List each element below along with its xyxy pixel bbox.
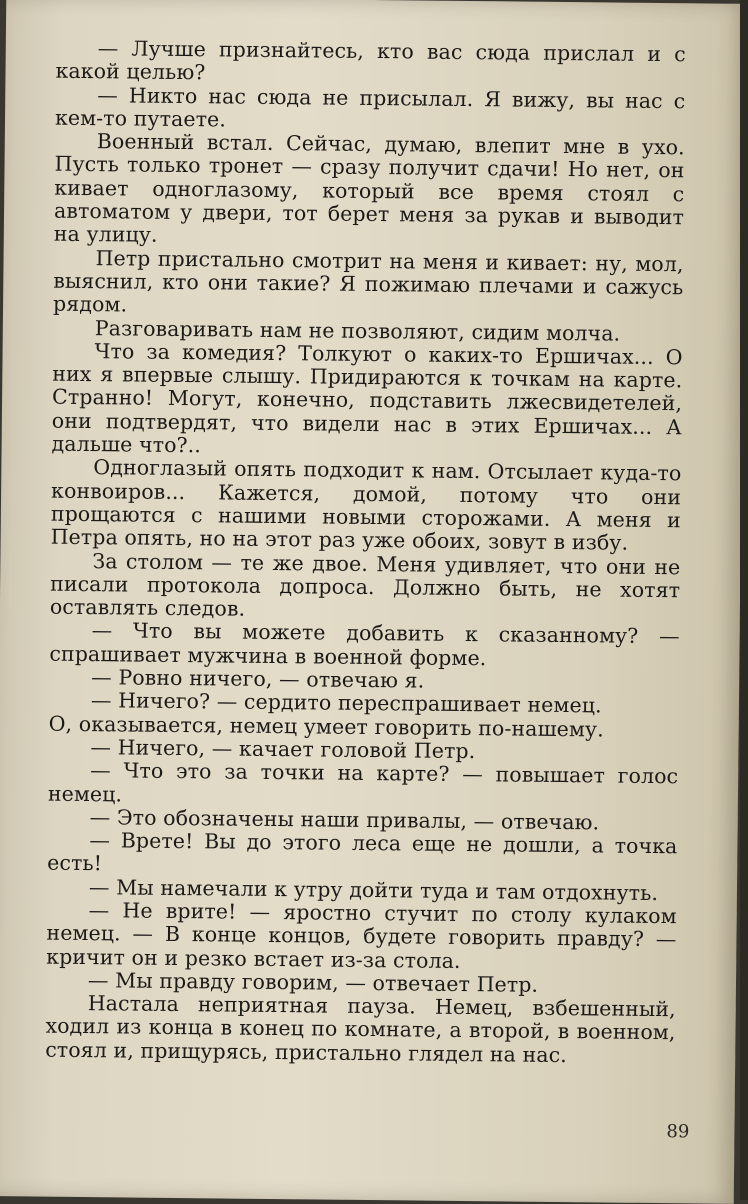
paragraph-17: — Мы намечали к утру дойти туда и там отдохнуть.: [88, 874, 659, 905]
paragraph-12: О, оказывается, немец умеет говорить по-нашему.: [48, 711, 604, 742]
paragraph-3: Военный встал. Сейчас, думаю, влепит мне в ухо. Пусть только тронет — сразу получит сдачи! Но нет, он кивает одноглазому, который все время стоял с автоматом у двери, тот берет меня за рукав и выводит на улицу.: [53, 129, 685, 248]
paragraph-5: Разговаривать нам не позволяют, сидим молча.: [94, 315, 621, 346]
paragraph-6: Что за комедия? Толкуют о каких-то Ершичах... О них я впервые слышу. Придираются к точкам на карте. Странно! Могут, конечно, подставить лжесвидетелей, они подтвердят, что видели нас в этих Ершичах... А дальше что?..: [51, 338, 683, 458]
paragraph-20: Настала неприятная пауза. Немец, взбешенный, ходил из конца в конец по комнате, а второй, в военном, стоял и, прищурясь, пристально глядел на нас.: [45, 991, 676, 1067]
paragraph-10: — Ровно ничего, — отвечаю я.: [91, 665, 425, 693]
paragraph-16: — Врете! Вы до этого леса еще не дошли, а точка есть!: [47, 828, 678, 876]
paragraph-8: За столом — те же двое. Меня удивляет, что они не писали протокола допроса. Должно быть, не хотят оставлять следов.: [49, 548, 681, 621]
paragraph-2: — Никто нас сюда не присылал. Я вижу, вы нас с кем-то путаете.: [54, 82, 686, 132]
paragraph-11: — Ничего? — сердито переспрашивает немец.: [90, 688, 602, 718]
paragraph-14: — Что это за точки на карте? — повышает голос немец.: [47, 758, 679, 806]
paragraph-4: Петр пристально смотрит на меня и кивает: ну, мол, выяснил, кто они такие? Я пожимаю плечами и сажусь рядом.: [52, 245, 684, 317]
paragraph-1: — Лучше признайтесь, кто вас сюда прислал и с какой целью?: [55, 36, 686, 85]
paragraph-13: — Ничего, — качает головой Петр.: [90, 734, 476, 764]
paragraph-9: — Что вы можете добавить к сказанному? — спрашивает мужчина в военной форме.: [49, 618, 680, 670]
paragraph-18: — Не врите! — яростно стучит по столу кулаком немец. — В конце концов, будете говорить правду? — кричит он и резко встает из-за стола.: [46, 898, 677, 973]
paragraph-19: — Мы правду говорим, — отвечает Петр.: [87, 967, 539, 997]
paragraph-15: — Это обозначены наши привалы, — отвечаю.: [89, 804, 600, 835]
page-body-text: [45, 37, 686, 1069]
page-edge-shadow: [740, 0, 748, 1200]
page-number: 89: [666, 1121, 690, 1143]
paragraph-7: Одноглазый опять подходит к нам. Отсылает куда-то конвоиров... Кажется, домой, потому что они прощаются с нашими новыми сторожами. А меня и Петра опять, но на этот раз уже обоих, зовут в избу.: [50, 455, 682, 555]
